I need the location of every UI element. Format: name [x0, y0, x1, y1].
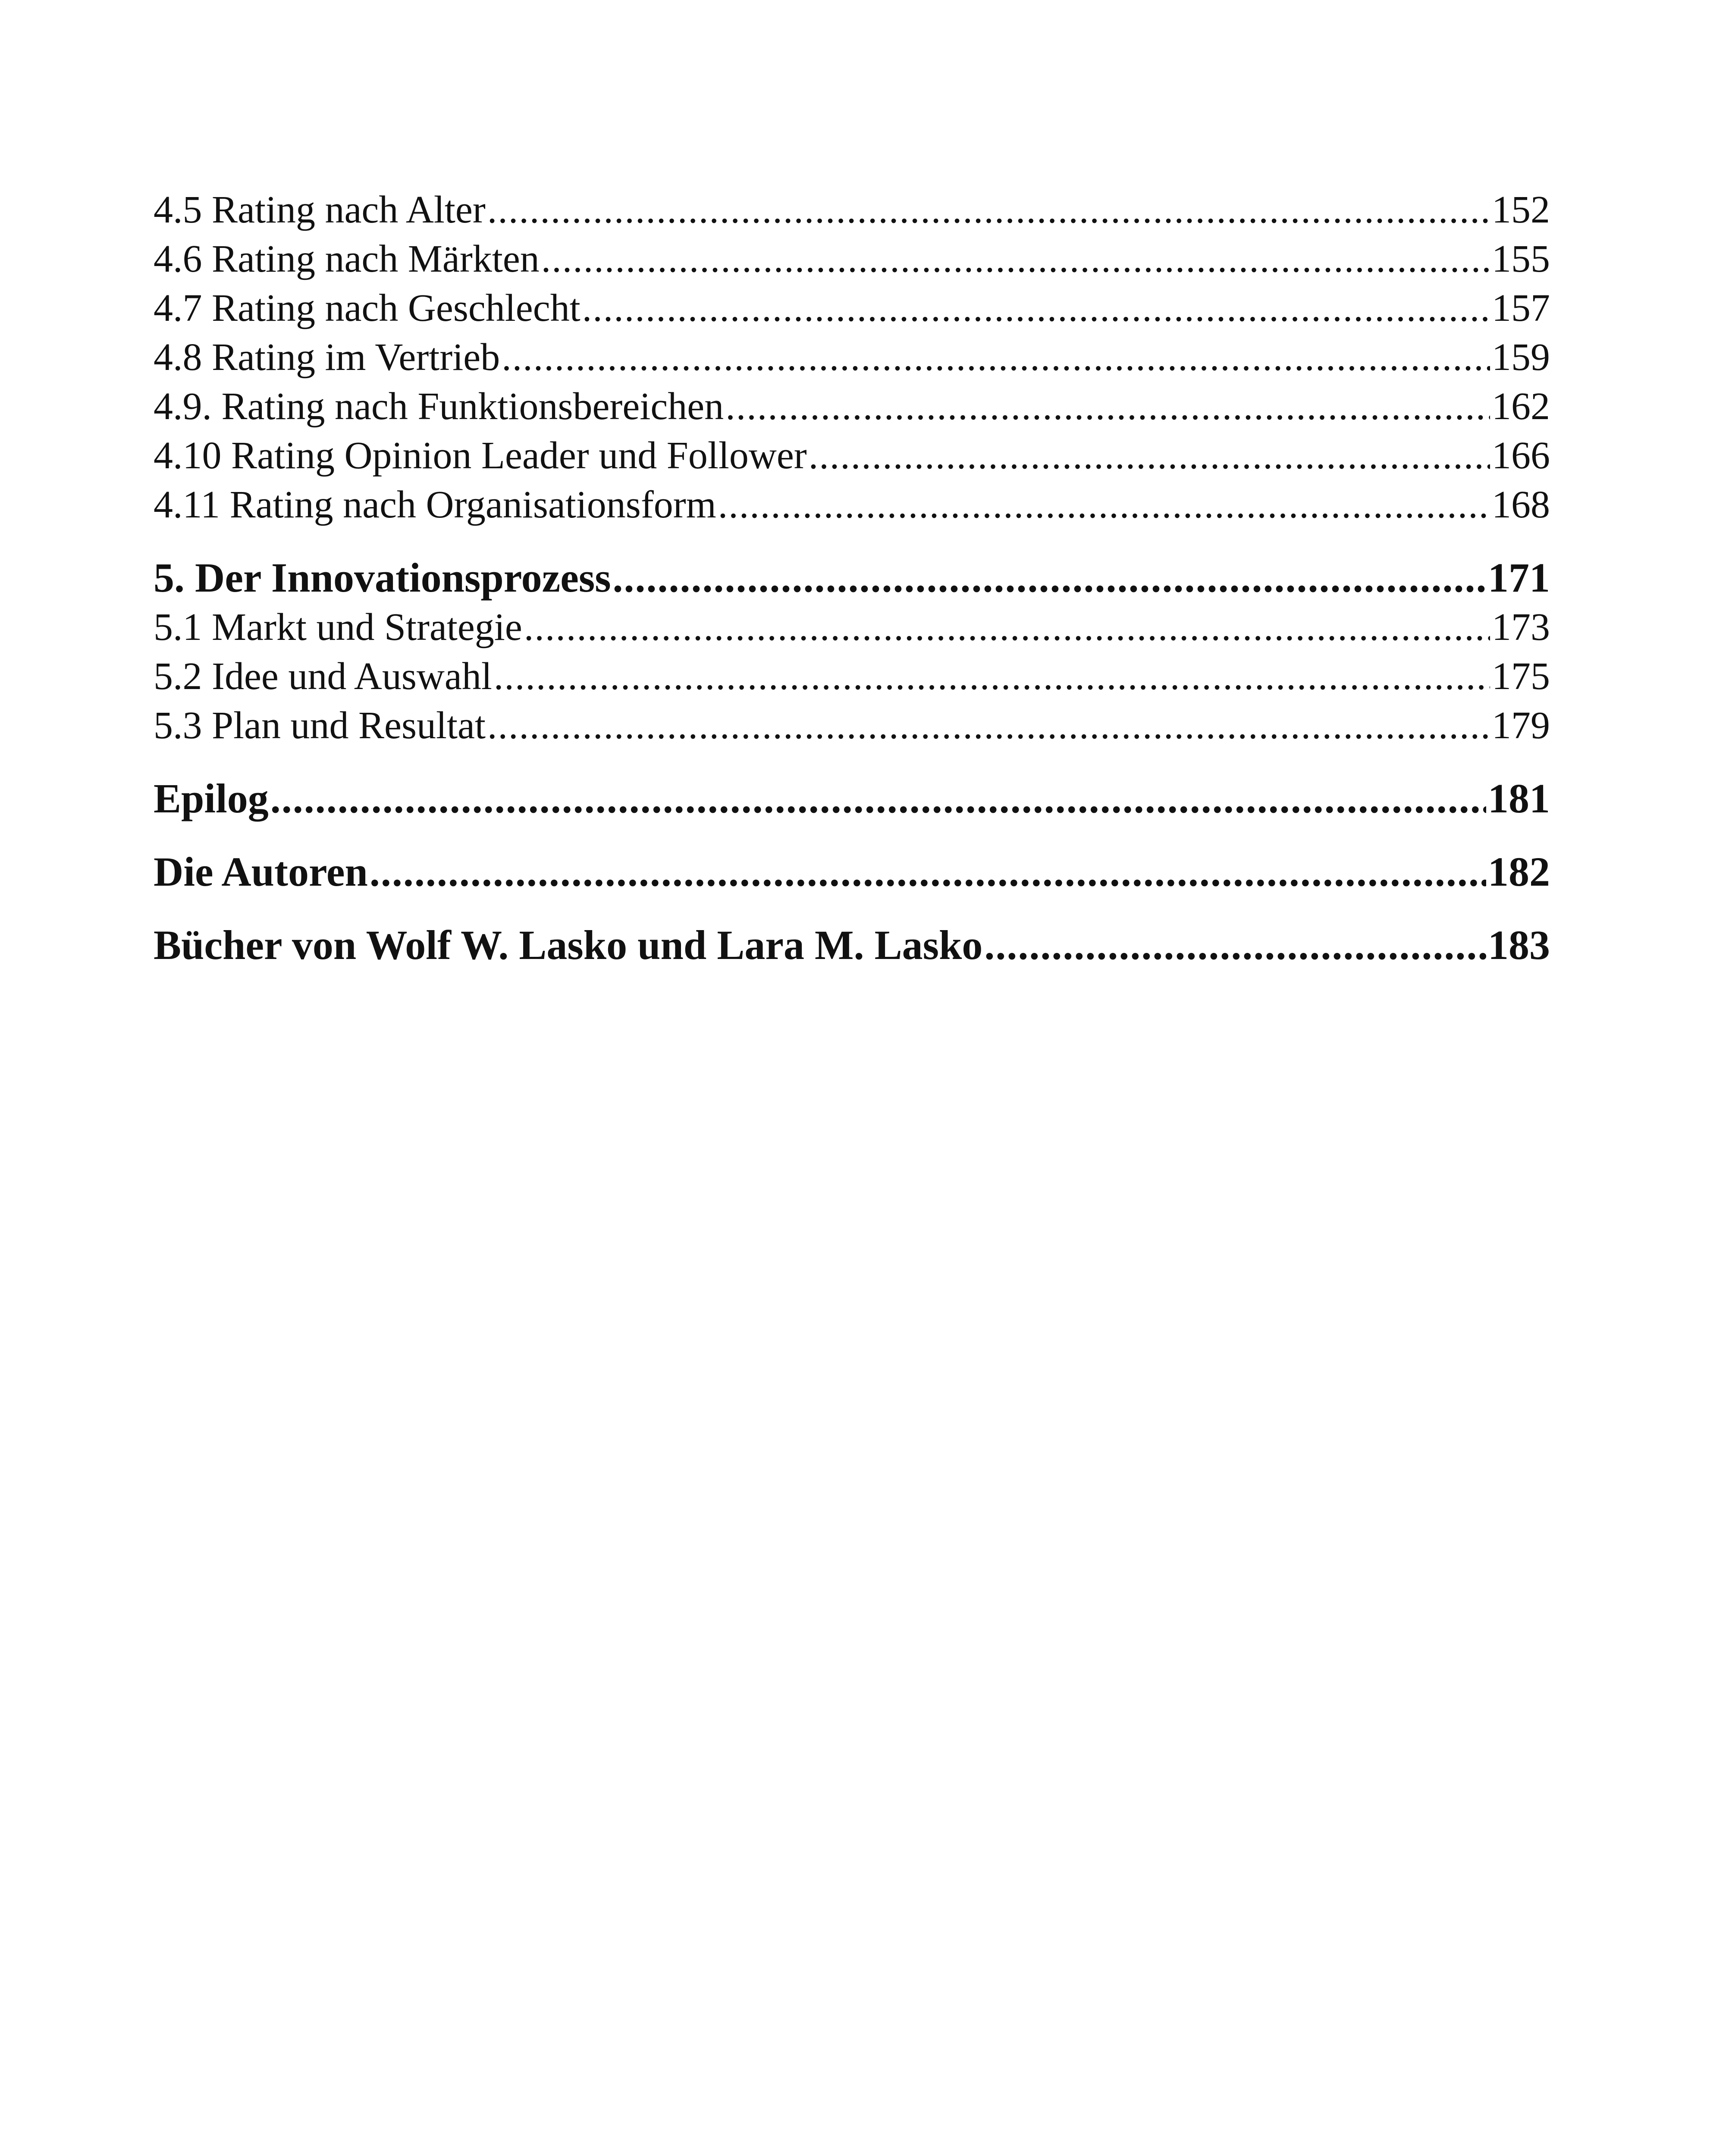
- toc-chapter-title: Bücher von Wolf W. Lasko und Lara M. Lasko: [154, 922, 983, 968]
- toc-entry-page: 159: [1492, 336, 1550, 379]
- toc-entry[interactable]: [154, 235, 1550, 284]
- toc-entry-title: 4.6 Rating nach Märkten: [154, 238, 540, 280]
- dot-leader: [487, 185, 1490, 235]
- toc-chapter-page: 181: [1488, 775, 1550, 821]
- dot-leader: [613, 553, 1486, 603]
- dot-leader: [502, 333, 1490, 382]
- toc-entry-page: 179: [1492, 704, 1550, 747]
- toc-entry[interactable]: [154, 701, 1550, 750]
- dot-leader: [524, 603, 1490, 652]
- toc-entry-page: 175: [1492, 655, 1550, 698]
- dot-leader: [270, 774, 1486, 824]
- toc-entry-title: 4.5 Rating nach Alter: [154, 188, 486, 231]
- toc-entry[interactable]: [154, 185, 1550, 235]
- toc-entry-page: 166: [1492, 434, 1550, 477]
- toc-entry[interactable]: [154, 603, 1550, 652]
- toc-entry-title: 4.7 Rating nach Geschlecht: [154, 287, 580, 329]
- dot-leader: [984, 920, 1486, 970]
- toc-entry-title: 4.8 Rating im Vertrieb: [154, 336, 500, 379]
- toc-entry-page: 173: [1492, 606, 1550, 649]
- toc-chapter-entry[interactable]: [154, 553, 1550, 603]
- toc-entry-title: 5.2 Idee und Auswahl: [154, 655, 492, 698]
- toc-entry[interactable]: [154, 382, 1550, 431]
- dot-leader: [370, 847, 1486, 897]
- dot-leader: [725, 382, 1490, 431]
- dot-leader: [718, 480, 1490, 530]
- dot-leader: [487, 701, 1490, 750]
- toc-entry[interactable]: [154, 652, 1550, 701]
- toc-chapter-entry[interactable]: [154, 847, 1550, 897]
- dot-leader: [809, 431, 1490, 480]
- toc-entry-title: 4.9. Rating nach Funktionsbereichen: [154, 385, 724, 428]
- toc-entry-page: 152: [1492, 188, 1550, 231]
- toc-entry-page: 162: [1492, 385, 1550, 428]
- toc-chapter-entry[interactable]: [154, 920, 1550, 970]
- toc-chapter-page: 182: [1488, 849, 1550, 895]
- toc-entry-page: 168: [1492, 483, 1550, 526]
- toc-chapter-title: 5. Der Innovationsprozess: [154, 555, 611, 601]
- toc-entry-title: 4.10 Rating Opinion Leader und Follower: [154, 434, 807, 477]
- toc-chapter-page: 183: [1488, 922, 1550, 968]
- table-of-contents: [154, 185, 1550, 970]
- dot-leader: [541, 235, 1490, 284]
- dot-leader: [494, 652, 1490, 701]
- toc-entry-title: 5.3 Plan und Resultat: [154, 704, 486, 747]
- toc-entry[interactable]: [154, 284, 1550, 333]
- toc-entry[interactable]: [154, 431, 1550, 480]
- toc-entry-page: 157: [1492, 287, 1550, 329]
- toc-entry[interactable]: [154, 333, 1550, 382]
- toc-entry-title: 4.11 Rating nach Organisationsform: [154, 483, 716, 526]
- toc-chapter-page: 171: [1488, 555, 1550, 601]
- dot-leader: [582, 284, 1490, 333]
- toc-entry[interactable]: [154, 480, 1550, 530]
- toc-entry-title: 5.1 Markt und Strategie: [154, 606, 522, 649]
- toc-chapter-entry[interactable]: [154, 774, 1550, 824]
- toc-entry-page: 155: [1492, 238, 1550, 280]
- toc-chapter-title: Epilog: [154, 775, 269, 821]
- toc-chapter-title: Die Autoren: [154, 849, 368, 895]
